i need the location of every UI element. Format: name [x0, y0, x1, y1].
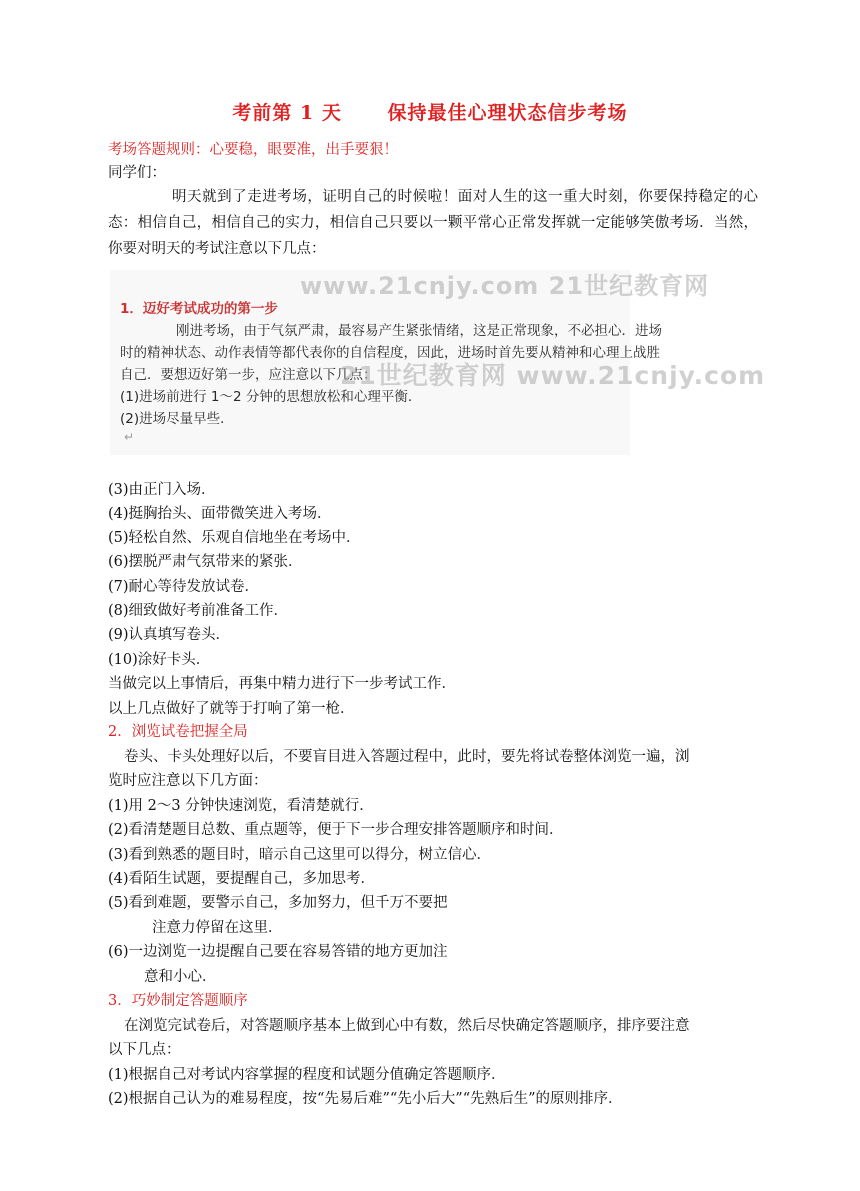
embedded-scan-image	[110, 270, 766, 455]
list-item: (1)根据自己对考试内容掌握的程度和试题分值确定答题顺序．	[108, 1067, 506, 1083]
list-item: (8)细致做好考前准备工作．	[108, 603, 289, 619]
list-item-continuation: 注意力停留在这里．	[152, 920, 283, 936]
list-item: (2)根据自己认为的难易程度，按“先易后难”“先小后大”“先熟后生”的原则排序．	[108, 1091, 623, 1107]
list-item: (3)由正门入场．	[108, 482, 216, 498]
section-paragraph: 以下几点：	[108, 1042, 181, 1058]
scan-line: 时的精神状态、动作表情等都代表你的自信程度，因此，进场时首先要从精神和心理上战胜	[120, 345, 660, 361]
watermark-middle: 21世纪教育网 www.21cnjy.com	[340, 361, 766, 390]
list-item: (5)轻松自然、乐观自信地坐在考场中．	[108, 530, 361, 546]
summary-line: 当做完以上事情后，再集中精力进行下一步考试工作．	[108, 676, 456, 692]
section-paragraph: 卷头、卡头处理好以后，不要盲目进入答题过程中，此时，要先将试卷整体浏览一遍，浏	[124, 749, 690, 765]
scan-line: (2)进场尽量早些．	[120, 411, 234, 427]
section-paragraph: 在浏览完试卷后，对答题顺序基本上做到心中有数，然后尽快确定答题顺序，排序要注意	[124, 1018, 690, 1034]
list-item: (7)耐心等待发放试卷．	[108, 579, 260, 595]
list-item: (6)摆脱严肃气氛带来的紧张．	[108, 554, 303, 570]
greeting: 同学们：	[108, 165, 166, 181]
list-item: (9)认真填写卷头．	[108, 627, 231, 643]
exam-rule-line: 考场答题规则：心要稳，眼要准，出手要狠！	[108, 142, 398, 158]
section-heading: 2．浏览试卷把握全局	[108, 724, 248, 740]
paragraph-mark-icon: ↵	[124, 430, 135, 444]
list-item: (1)用 2～3 分钟快速浏览，看清楚就行．	[108, 798, 374, 814]
list-item: (6)一边浏览一边提醒自己要在容易答错的地方更加注	[108, 944, 448, 960]
scan-line: 自己．要想迈好第一步，应注意以下几点：	[120, 367, 377, 383]
watermark-top: www.21cnjy.com 21世纪教育网	[300, 272, 710, 300]
list-item: (10)涂好卡头．	[108, 652, 211, 668]
list-item: (3)看到熟悉的题目时，暗示自己这里可以得分，树立信心．	[108, 847, 492, 863]
list-item: (4)挺胸抬头、面带微笑进入考场．	[108, 506, 332, 522]
page-title: 考前第 1 天 保持最佳心理状态信步考场	[232, 102, 628, 124]
list-item: (4)看陌生试题，要提醒自己，多加思考．	[108, 871, 376, 887]
section-heading: 3．巧妙制定答题顺序	[108, 993, 248, 1009]
scan-line: (1)进场前进行 1～2 分钟的思想放松和心理平衡．	[120, 389, 422, 405]
list-item-continuation: 意和小心．	[144, 969, 217, 985]
scan-line: 刚进考场，由于气氛严肃，最容易产生紧张情绪，这是正常现象，不必担心．进场	[176, 323, 662, 339]
list-item: (5)看到难题，要警示自己，多加努力，但千万不要把	[108, 895, 448, 911]
intro-paragraph: 明天就到了走进考场，证明自己的时候啦！面对人生的这一重大时刻，你要保持稳定的心态：相信自己，相信自己的实力，相信自己只要以一颗平常心正常发挥就一定能够笑傲考场．当然，你要对明天的考试注意以下几点：	[108, 189, 758, 257]
section-paragraph: 览时应注意以下几方面：	[108, 773, 268, 789]
scan-heading: 1．迈好考试成功的第一步	[120, 301, 278, 317]
list-item: (2)看清楚题目总数、重点题等，便于下一步合理安排答题顺序和时间．	[108, 822, 564, 838]
summary-line: 以上几点做好了就等于打响了第一枪．	[108, 701, 355, 717]
